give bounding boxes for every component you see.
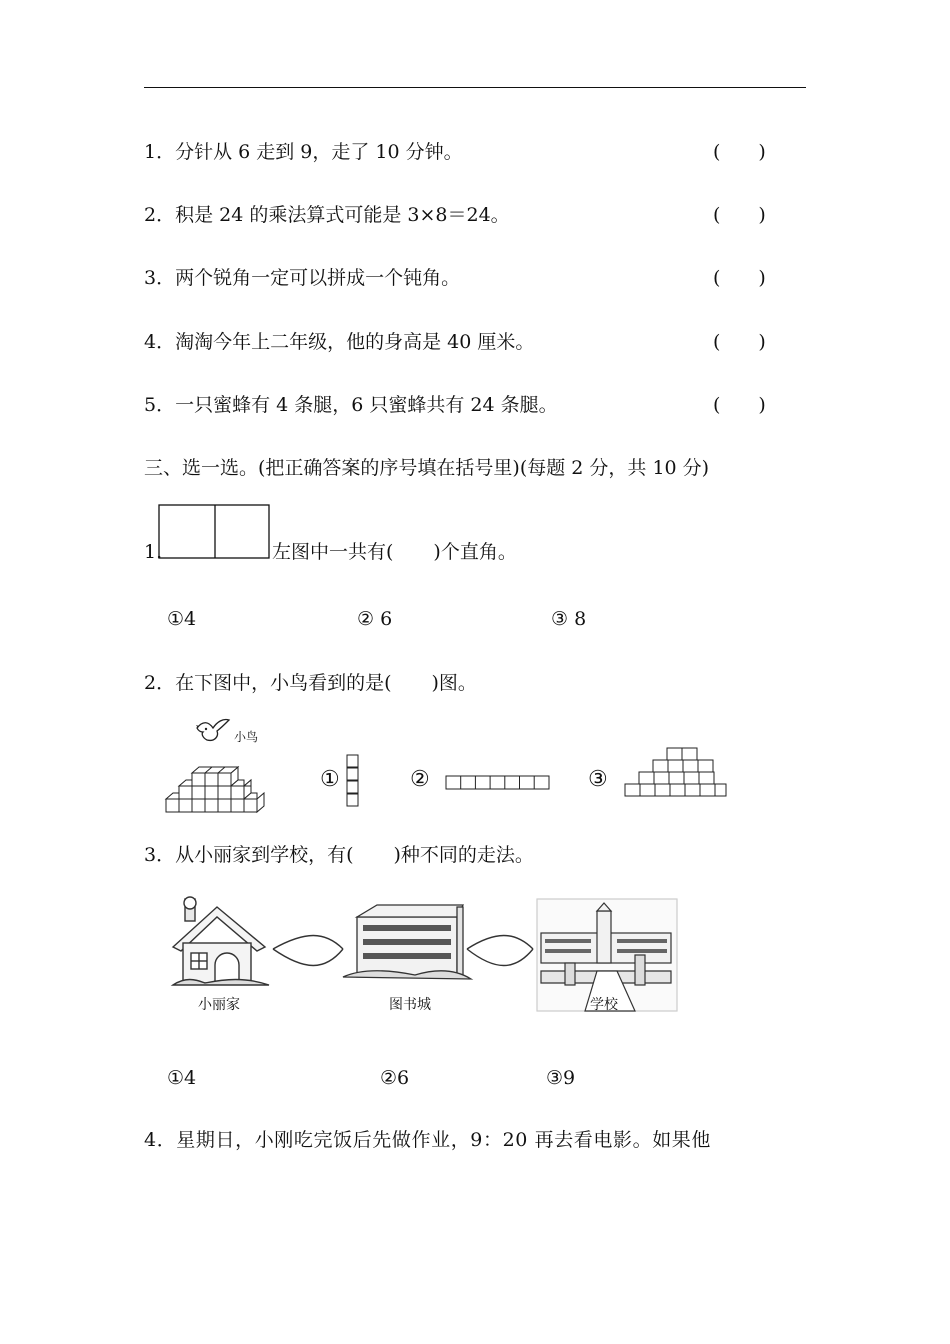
q2-option-3[interactable]: ③ bbox=[588, 767, 608, 792]
bird-label: 小鸟 bbox=[234, 730, 259, 744]
library-building-icon bbox=[343, 905, 471, 979]
q1-question: 左图中一共有( )个直角。 bbox=[272, 541, 517, 563]
q3-option-2[interactable]: ②6 bbox=[380, 1067, 410, 1089]
q4-question: 4．星期日，小刚吃完饭后先做作业，9：20 再去看电影。如果他 bbox=[144, 1129, 711, 1151]
answer-paren-5[interactable]: ( ) bbox=[713, 394, 766, 416]
q2-question: 2．在下图中，小鸟看到的是( )图。 bbox=[144, 672, 477, 694]
school-building-icon bbox=[537, 899, 677, 1011]
place-label-library: 图书城 bbox=[389, 997, 431, 1013]
option1-view bbox=[346, 754, 360, 810]
judge-item-3: 3．两个锐角一定可以拼成一个钝角。 bbox=[144, 267, 461, 289]
place-label-school: 学校 bbox=[590, 997, 618, 1013]
judge-item-4: 4．淘淘今年上二年级，他的身高是 40 厘米。 bbox=[144, 331, 535, 353]
q1-option-3[interactable]: ③ 8 bbox=[551, 608, 587, 630]
q1-number: 1. bbox=[144, 541, 163, 563]
rectangle-figure bbox=[158, 504, 272, 560]
q1-option-2[interactable]: ② 6 bbox=[357, 608, 393, 630]
q2-option-2[interactable]: ② bbox=[410, 767, 430, 792]
place-label-home: 小丽家 bbox=[198, 997, 240, 1013]
option3-view bbox=[624, 747, 728, 799]
header-rule bbox=[144, 87, 806, 88]
q3-option-3[interactable]: ③9 bbox=[546, 1067, 576, 1089]
section-heading: 三、选一选。(把正确答案的序号填在括号里)(每题 2 分，共 10 分) bbox=[144, 457, 710, 479]
answer-paren-1[interactable]: ( ) bbox=[713, 141, 766, 163]
q3-question: 3．从小丽家到学校，有( )种不同的走法。 bbox=[144, 844, 534, 866]
q2-option-1[interactable]: ① bbox=[320, 767, 340, 792]
q1-option-1[interactable]: ①4 bbox=[167, 608, 197, 630]
bird-icon bbox=[195, 716, 231, 746]
judge-item-5: 5．一只蜜蜂有 4 条腿，6 只蜜蜂共有 24 条腿。 bbox=[144, 394, 558, 416]
option2-view bbox=[445, 775, 551, 791]
judge-item-2: 2．积是 24 的乘法算式可能是 3×8＝24。 bbox=[144, 204, 510, 226]
house-icon bbox=[173, 897, 269, 985]
answer-paren-4[interactable]: ( ) bbox=[713, 331, 766, 353]
answer-paren-3[interactable]: ( ) bbox=[713, 267, 766, 289]
q3-option-1[interactable]: ①4 bbox=[167, 1067, 197, 1089]
judge-item-1: 1．分针从 6 走到 9，走了 10 分钟。 bbox=[144, 141, 463, 163]
answer-paren-2[interactable]: ( ) bbox=[713, 204, 766, 226]
cube-pyramid bbox=[164, 756, 278, 814]
